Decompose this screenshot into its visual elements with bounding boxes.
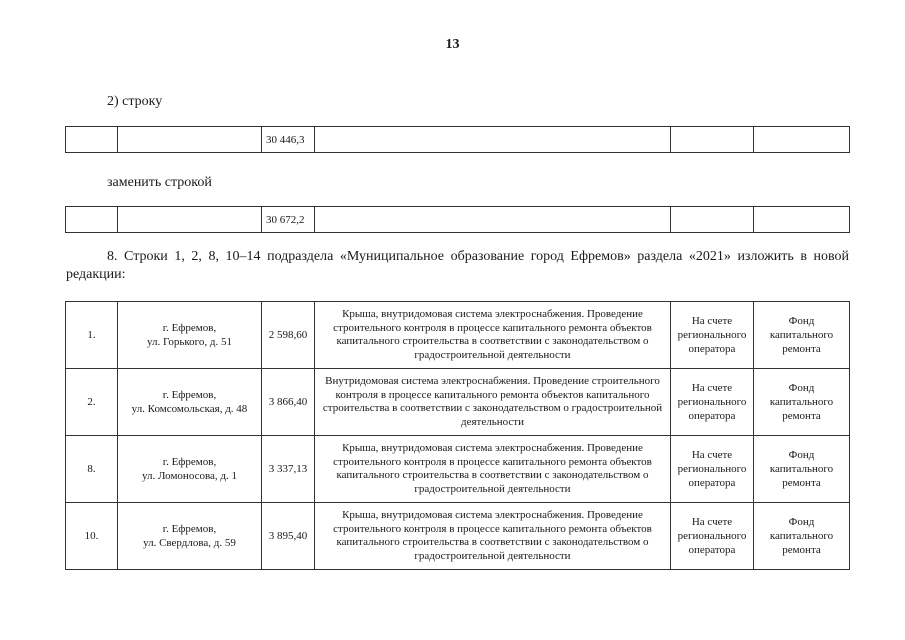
instruction-paragraph: 8. Строки 1, 2, 8, 10–14 подраздела «Муниципальное образование город Ефремов» раздела «2021» изложить в новой редакции: [66,249,849,282]
fund-line-1: Фонд [788,516,815,528]
cost-cell [262,302,315,369]
account-cell [671,503,754,570]
account-line-3: оператора [688,544,736,556]
fund-line-1: Фонд [788,382,815,394]
cost-value: 2 598,60 [268,329,308,341]
num-cell [66,503,118,570]
page-number: 13 [445,37,460,52]
fund-line-2: капитального [769,530,834,542]
item-2-label: 2) строку [107,94,163,109]
fund-line-3: ремонта [782,410,821,422]
account-line-1: На счете [691,449,733,461]
description-cell [315,436,671,503]
num-cell [66,369,118,436]
fund-cell [754,369,850,436]
fund-cell [754,207,850,233]
work-description: Крыша, внутридомовая система электроснабжения. Проведение строительного контроля в процессе капитального ремонта объектов капитального строительства в соответствии с законодательством о градостроительной деятельности [333,509,652,562]
cost-cell: 30 672,2 [262,207,315,233]
description-cell [315,369,671,436]
num-cell [66,302,118,369]
description-cell [315,302,671,369]
cost-cell [262,436,315,503]
old-row-table [65,126,850,153]
table-row [66,503,850,570]
table-row [66,302,850,369]
account-cell [671,436,754,503]
account-line-3: оператора [688,343,736,355]
num-cell [66,207,118,233]
fund-line-1: Фонд [788,315,815,327]
work-description: Крыша, внутридомовая система электроснабжения. Проведение строительного контроля в процессе капитального ремонта объектов капитального строительства в соответствии с законодательством о градостроительной деятельности [333,442,652,495]
table-row [66,127,850,153]
address-city: г. Ефремов, [162,523,217,535]
cost-value: 3 337,13 [268,463,308,475]
table-row [66,436,850,503]
row-number: 2. [87,396,96,408]
description-cell [315,207,671,233]
cost-value: 3 866,40 [268,396,308,408]
account-line-1: На счете [691,516,733,528]
address-cell [118,302,262,369]
cost-cell [262,503,315,570]
row-number: 1. [87,329,96,341]
address-city: г. Ефремов, [162,456,217,468]
address-city: г. Ефремов, [162,322,217,334]
replace-label: заменить строкой [107,175,212,190]
account-line-3: оператора [688,477,736,489]
account-line-2: регионального [677,530,747,542]
address-street: ул. Ломоносова, д. 1 [141,470,237,482]
account-cell [671,127,754,153]
fund-line-3: ремонта [782,544,821,556]
fund-cell [754,127,850,153]
account-line-1: На счете [691,382,733,394]
fund-line-2: капитального [769,396,834,408]
fund-cell [754,302,850,369]
address-street: ул. Горького, д. 51 [146,336,233,348]
fund-line-2: капитального [769,329,834,341]
address-street: ул. Комсомольская, д. 48 [131,403,248,415]
fund-cell [754,436,850,503]
account-line-3: оператора [688,410,736,422]
work-description: Крыша, внутридомовая система электроснабжения. Проведение строительного контроля в процессе капитального ремонта объектов капитального строительства в соответствии с законодательством о градостроительной деятельности [333,308,652,361]
address-cell [118,127,262,153]
address-street: ул. Свердлова, д. 59 [143,537,236,549]
description-cell [315,503,671,570]
account-line-2: регионального [677,463,747,475]
fund-line-3: ремонта [782,343,821,355]
row-number: 8. [87,463,96,475]
address-cell [118,503,262,570]
account-line-2: регионального [677,329,747,341]
account-cell [671,302,754,369]
objects-table [65,301,850,570]
address-city: г. Ефремов, [162,389,217,401]
cost-cell: 30 446,3 [262,127,315,153]
account-cell [671,369,754,436]
num-cell [66,436,118,503]
num-cell [66,127,118,153]
fund-line-3: ремонта [782,477,821,489]
account-line-2: регионального [677,396,747,408]
account-line-1: На счете [691,315,733,327]
cost-cell [262,369,315,436]
description-cell [315,127,671,153]
row-number: 10. [84,530,99,542]
table-row [66,207,850,233]
address-cell [118,369,262,436]
cost-value: 3 895,40 [268,530,308,542]
fund-line-1: Фонд [788,449,815,461]
table-row [66,369,850,436]
address-cell [118,207,262,233]
fund-cell [754,503,850,570]
account-cell [671,207,754,233]
address-cell [118,436,262,503]
fund-line-2: капитального [769,463,834,475]
work-description: Внутридомовая система электроснабжения. Проведение строительного контроля в процессе капитального ремонта объектов капитального строительства в соответствии с законодательством о градостроительной деятельности [322,375,663,428]
new-row-table [65,206,850,233]
